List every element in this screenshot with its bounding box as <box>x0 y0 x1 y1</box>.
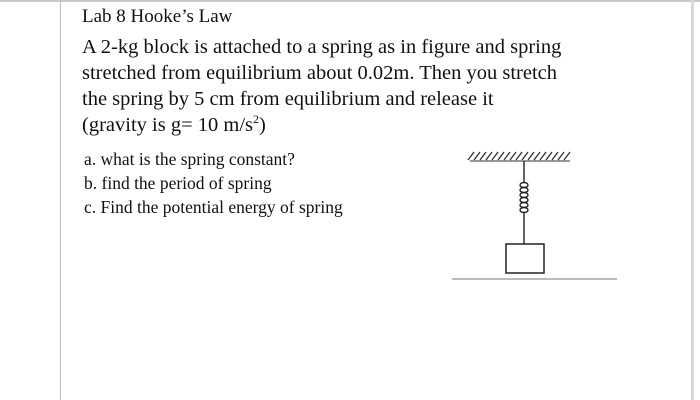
mass-block <box>506 244 544 273</box>
ceiling-hatch <box>468 152 570 161</box>
spring-mass-figure <box>452 140 622 290</box>
question-a: a. what is the spring constant? <box>84 149 295 169</box>
problem-line-3: the spring by 5 cm from equilibrium and release it <box>82 88 494 110</box>
gravity-text: (gravity is g= 10 m/s <box>82 114 253 136</box>
problem-line-4 <box>82 112 642 138</box>
question-b: b. find the period of spring <box>84 173 272 193</box>
lab-title: Lab 8 Hooke’s Law <box>82 6 233 27</box>
top-rule <box>0 0 700 2</box>
question-list <box>84 147 343 219</box>
problem-line-1: A 2-kg block is attached to a spring as in figure and spring <box>82 36 562 58</box>
right-border <box>691 0 694 400</box>
left-border <box>60 0 61 400</box>
spring <box>520 161 528 244</box>
problem-statement <box>82 34 642 138</box>
question-c: c. Find the potential energy of spring <box>84 197 343 217</box>
gravity-exponent: 2 <box>253 112 259 127</box>
problem-line-2: stretched from equilibrium about 0.02m. Then you stretch <box>82 62 558 84</box>
gravity-close: ) <box>259 114 266 136</box>
